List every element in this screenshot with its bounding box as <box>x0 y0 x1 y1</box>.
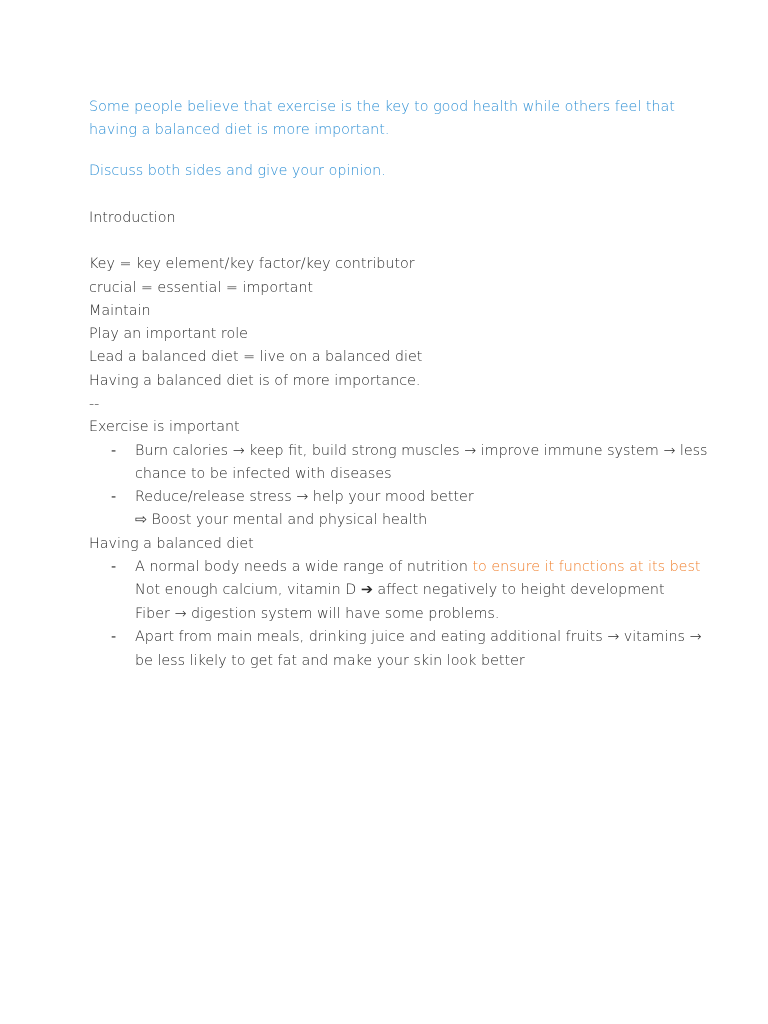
vocab-line: Having a balanced diet is of more importance. <box>89 373 421 389</box>
bullet-dash: - <box>111 489 117 505</box>
diet-bullet-2 <box>135 627 702 647</box>
exercise-bullet-2 <box>135 487 474 507</box>
arrow-right-icon: → <box>464 443 477 459</box>
arrow-right-icon: → <box>663 443 676 459</box>
prompt-line-1: Some people believe that exercise is the key to good health while others feel that <box>89 99 675 115</box>
exercise-b1-part3: improve immune system <box>480 443 659 459</box>
separator: -- <box>89 396 100 412</box>
exercise-b1-part4: less <box>679 443 708 459</box>
arrow-right-icon: → <box>689 629 702 645</box>
arrow-right-icon: → <box>174 606 187 622</box>
bullet-dash: - <box>111 629 117 645</box>
exercise-b2-part2: help your mood better <box>312 489 474 505</box>
arrow-right-icon: → <box>232 443 245 459</box>
arrow-right-icon: → <box>607 629 620 645</box>
vocab-line: Play an important role <box>89 326 248 342</box>
exercise-b2-part1: Reduce/release stress <box>135 489 292 505</box>
vocab-line: Maintain <box>89 303 151 319</box>
exercise-b1-part2: keep fit, build strong muscles <box>249 443 460 459</box>
diet-l3-part1: Fiber <box>135 606 170 622</box>
exercise-bullet-1-cont: chance to be infected with diseases <box>135 466 392 482</box>
outline-arrow-icon: ⇨ <box>135 512 147 528</box>
diet-l3-part2: digestion system will have some problems. <box>190 606 500 622</box>
intro-heading: Introduction <box>89 210 176 226</box>
exercise-sub-point <box>135 510 427 530</box>
exercise-b1-part1: Burn calories <box>135 443 229 459</box>
diet-b1-highlight: to ensure it functions at its best <box>472 559 701 575</box>
bullet-dash: - <box>111 559 117 575</box>
diet-line-2 <box>135 580 665 600</box>
vocab-line: Key = key element/key factor/key contributor <box>89 256 415 272</box>
diet-bullet-1 <box>135 557 701 577</box>
bold-arrow-icon: ➔ <box>360 582 373 598</box>
exercise-heading: Exercise is important <box>89 419 240 435</box>
prompt-task: Discuss both sides and give your opinion. <box>89 163 386 179</box>
prompt-line-2: having a balanced diet is more important. <box>89 122 390 138</box>
diet-line-3 <box>135 604 499 624</box>
arrow-right-icon: → <box>296 489 309 505</box>
diet-b2-part2: vitamins <box>623 629 685 645</box>
diet-b2-part1: Apart from main meals, drinking juice and eating additional fruits <box>135 629 603 645</box>
exercise-bullet-1 <box>135 441 708 461</box>
exercise-sub-text: Boost your mental and physical health <box>151 512 428 528</box>
diet-b1-text: A normal body needs a wide range of nutrition <box>135 559 468 575</box>
diet-bullet-2-cont: be less likely to get fat and make your skin look better <box>135 653 525 669</box>
bullet-dash: - <box>111 443 117 459</box>
diet-heading: Having a balanced diet <box>89 536 254 552</box>
vocab-line: Lead a balanced diet = live on a balanced diet <box>89 349 423 365</box>
diet-l2-part2: affect negatively to height development <box>377 582 665 598</box>
vocab-line: crucial = essential = important <box>89 280 313 296</box>
diet-l2-part1: Not enough calcium, vitamin D <box>135 582 357 598</box>
